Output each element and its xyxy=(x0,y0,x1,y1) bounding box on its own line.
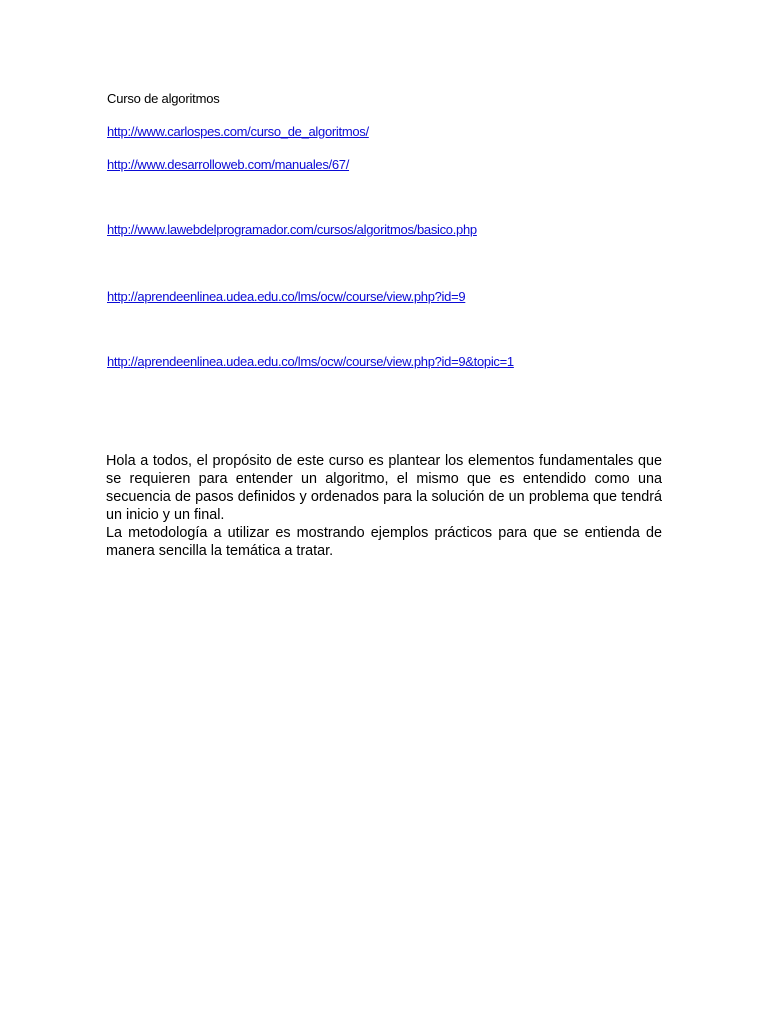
document-title: Curso de algoritmos xyxy=(107,91,220,106)
link-lawebdelprogramador[interactable]: http://www.lawebdelprogramador.com/cursos/algoritmos/basico.php xyxy=(107,222,477,237)
link-udea-course[interactable]: http://aprendeenlinea.udea.edu.co/lms/ocw/course/view.php?id=9 xyxy=(107,289,466,304)
link-carlospes[interactable]: http://www.carlospes.com/curso_de_algoritmos/ xyxy=(107,124,369,139)
paragraph-intro: Hola a todos, el propósito de este curso es plantear los elementos fundamentales que se requieren para entender un algoritmo, el mismo que es entendido como una secuencia de pasos definidos y ordenados para la solución de un problema que tendrá un inicio y un final. xyxy=(106,453,662,523)
link-udea-course-topic[interactable]: http://aprendeenlinea.udea.edu.co/lms/ocw/course/view.php?id=9&topic=1 xyxy=(107,354,514,369)
paragraph-methodology: La metodología a utilizar es mostrando ejemplos prácticos para que se entienda de manera sencilla la temática a tratar. xyxy=(106,525,662,559)
course-description xyxy=(106,452,662,560)
link-desarrolloweb[interactable]: http://www.desarrolloweb.com/manuales/67/ xyxy=(107,157,350,172)
